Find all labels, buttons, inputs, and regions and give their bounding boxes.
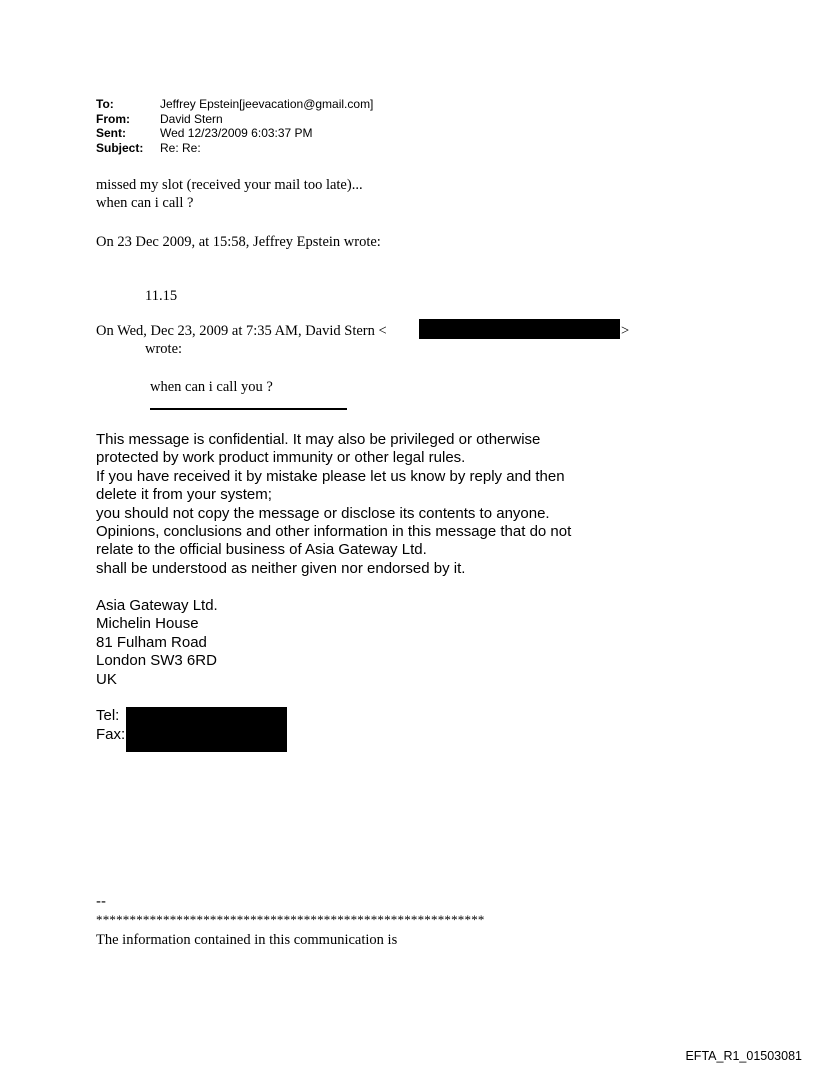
disclaimer-line: delete it from your system; [96, 486, 272, 504]
tel-label: Tel: [96, 707, 120, 724]
quote2-intro-end: > [621, 323, 630, 339]
signature-divider [150, 408, 347, 410]
sent-value: Wed 12/23/2009 6:03:37 PM [160, 126, 313, 140]
header-to-row [96, 97, 373, 112]
footer-info-text: The information contained in this communication is [96, 932, 398, 948]
disclaimer-block [96, 431, 571, 578]
address-line: UK [96, 670, 117, 688]
from-value: David Stern [160, 111, 223, 126]
quote2-intro-start: On Wed, Dec 23, 2009 at 7:35 AM, David Stern < [96, 323, 387, 339]
to-value: Jeffrey Epstein[jeevacation@gmail.com] [160, 97, 374, 111]
header-from-row [96, 112, 373, 127]
disclaimer-line: shall be understood as neither given nor endorsed by it. [96, 559, 466, 577]
fax-label: Fax: [96, 726, 126, 743]
footer-dashes: -- [96, 893, 106, 910]
header-sent-row [96, 126, 373, 141]
from-label: From: [96, 111, 130, 126]
quote1-intro: On 23 Dec 2009, at 15:58, Jeffrey Epstein wrote: [96, 234, 381, 250]
quote2-wrote: wrote: [145, 341, 183, 357]
address-line: Michelin House [96, 615, 199, 633]
address-line: 81 Fulham Road [96, 633, 207, 651]
subject-label: Subject: [96, 140, 144, 155]
email-header [96, 97, 373, 155]
document-id: EFTA_R1_01503081 [685, 1049, 802, 1063]
disclaimer-line: protected by work product immunity or other legal rules. [96, 449, 466, 467]
body-line-1: missed my slot (received your mail too late)... [96, 177, 363, 193]
quote1-text: 11.15 [145, 288, 178, 304]
quote2-text: when can i call you ? [150, 379, 273, 395]
address-line: London SW3 6RD [96, 652, 217, 670]
disclaimer-line: you should not copy the message or disclose its contents to anyone. [96, 504, 550, 522]
subject-value: Re: Re: [160, 140, 201, 155]
address-line: Asia Gateway Ltd. [96, 597, 218, 614]
body-line-2: when can i call ? [96, 195, 194, 211]
disclaimer-line: relate to the official business of Asia Gateway Ltd. [96, 541, 427, 559]
address-block [96, 597, 218, 689]
redaction-phone [126, 707, 287, 752]
disclaimer-line: This message is confidential. It may also be privileged or otherwise [96, 431, 541, 448]
header-subject-row [96, 141, 373, 156]
disclaimer-line: Opinions, conclusions and other information in this message that do not [96, 523, 572, 541]
to-label: To: [96, 97, 114, 111]
footer-stars: ********************************************************** [96, 912, 485, 927]
disclaimer-line: If you have received it by mistake please let us know by reply and then [96, 467, 565, 485]
redaction-email [419, 319, 620, 339]
sent-label: Sent: [96, 126, 126, 140]
